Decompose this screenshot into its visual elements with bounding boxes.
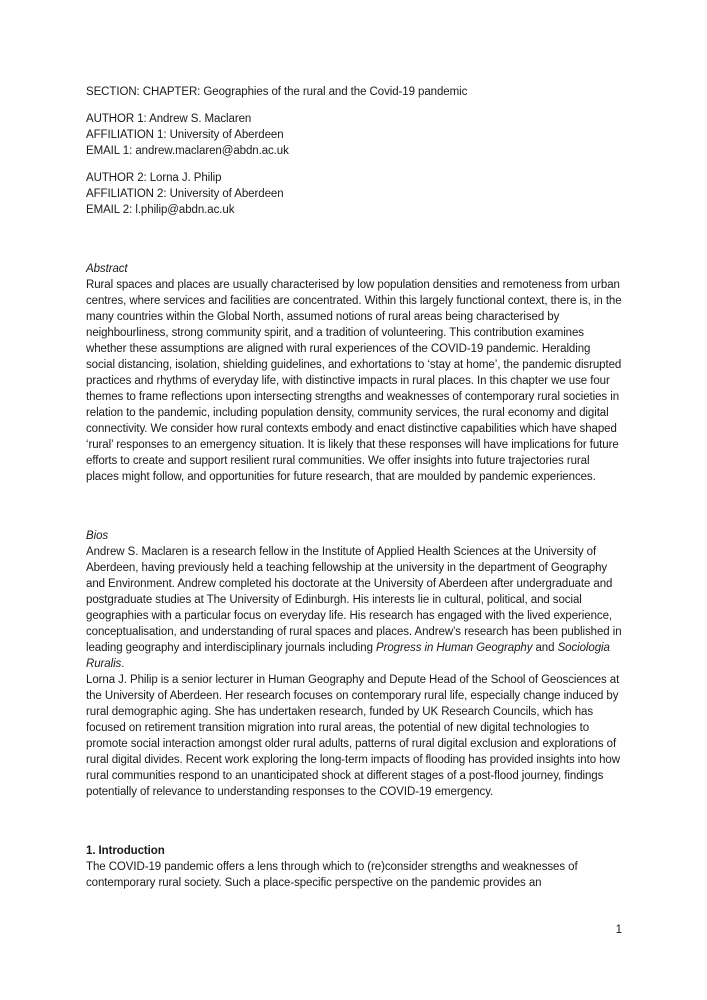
page-number: 1 — [615, 924, 622, 936]
bio-paragraph-andrew — [86, 544, 622, 672]
section-chapter-line: SECTION: CHAPTER: Geographies of the rural and the Covid-19 pandemic — [86, 86, 468, 98]
journal-title-2: Sociologia Ruralis — [86, 642, 610, 670]
affiliation-1-line: AFFILIATION 1: University of Aberdeen — [86, 129, 284, 141]
introduction-paragraph: The COVID-19 pandemic offers a lens through which to (re)consider strengths and weaknesses of contemporary rural society. Such a place-specific perspective on the pandemic provides an — [86, 861, 578, 889]
affiliation-2-line: AFFILIATION 2: University of Aberdeen — [86, 188, 284, 200]
author-2-line: AUTHOR 2: Lorna J. Philip — [86, 172, 222, 184]
bio-andrew-text: Andrew S. Maclaren is a research fellow in the Institute of Applied Health Sciences at the University of Aberdeen, having previously held a teaching fellowship at the university in the department of Geography and Environment. Andrew completed his doctorate at the University of Aberdeen after undergraduate and postgraduate studies at The University of Edinburgh. His interests lie in cultural, political, and social geographies with a particular focus on everyday life. His research has engaged with the lived experience, conceptualisation, and understanding of rural spaces and places. Andrew’s research has been published in leading geography and interdisciplinary journals including — [86, 546, 622, 654]
introduction-section — [86, 843, 622, 891]
email-2-line: EMAIL 2: l.philip@abdn.ac.uk — [86, 204, 235, 216]
abstract-heading: Abstract — [86, 263, 128, 275]
bio-andrew-connector: and — [532, 642, 558, 654]
journal-title-1: Progress in Human Geography — [376, 642, 533, 654]
bios-section — [86, 528, 622, 800]
author-1-line: AUTHOR 1: Andrew S. Maclaren — [86, 113, 252, 125]
bio-andrew-terminator: . — [121, 658, 125, 670]
email-1-line: EMAIL 1: andrew.maclaren@abdn.ac.uk — [86, 145, 289, 157]
abstract-paragraph: Rural spaces and places are usually characterised by low population densities and remoteness from urban centres, where services and facilities are concentrated. Within this largely functional context, there is, in the many countries within the Global North, assumed notions of rural areas being characterised by neighbourliness, strong community spirit, and a tradition of volunteering. This contribution examines whether these assumptions are aligned with rural experiences of the COVID-19 pandemic. Heralding social distancing, isolation, shielding guidelines, and exhortations to ‘stay at home’, the pandemic disrupted practices and rhythms of everyday life, with distinctive impacts in rural places. In this chapter we use four themes to frame reflections upon intersecting strengths and weaknesses of contemporary rural societies in relation to the pandemic, including population density, community services, the rural economy and digital connectivity. We consider how rural contexts embody and enact distinctive capabilities which have shaped ‘rural’ responses to an emergency situation. It is likely that these responses will have implications for future efforts to create and support resilient rural communities. We offer insights into future trajectories rural places might follow, and opportunities for future research, that are moulded by pandemic experiences. — [86, 279, 622, 483]
bios-heading: Bios — [86, 530, 109, 542]
author-block-1 — [86, 111, 622, 159]
bio-paragraph-lorna: Lorna J. Philip is a senior lecturer in Human Geography and Depute Head of the School of Geosciences at the University of Aberdeen. Her research focuses on contemporary rural life, especially change induced by rural demographic aging. She has undertaken research, funded by UK Research Councils, which has focused on retirement transition migration into rural areas, the potential of new digital technologies to promote social interaction amongst older rural adults, patterns of rural digital exclusion and explorations of rural digital divides. Recent work exploring the long-term impacts of flooding has provided insights into how rural communities respond to an unanticipated shock at different stages of a post-flood journey, findings potentially of relevance to understanding responses to the COVID-19 emergency. — [86, 674, 620, 798]
introduction-heading: 1. Introduction — [86, 845, 165, 857]
author-block-2 — [86, 170, 622, 218]
abstract-section — [86, 261, 622, 485]
